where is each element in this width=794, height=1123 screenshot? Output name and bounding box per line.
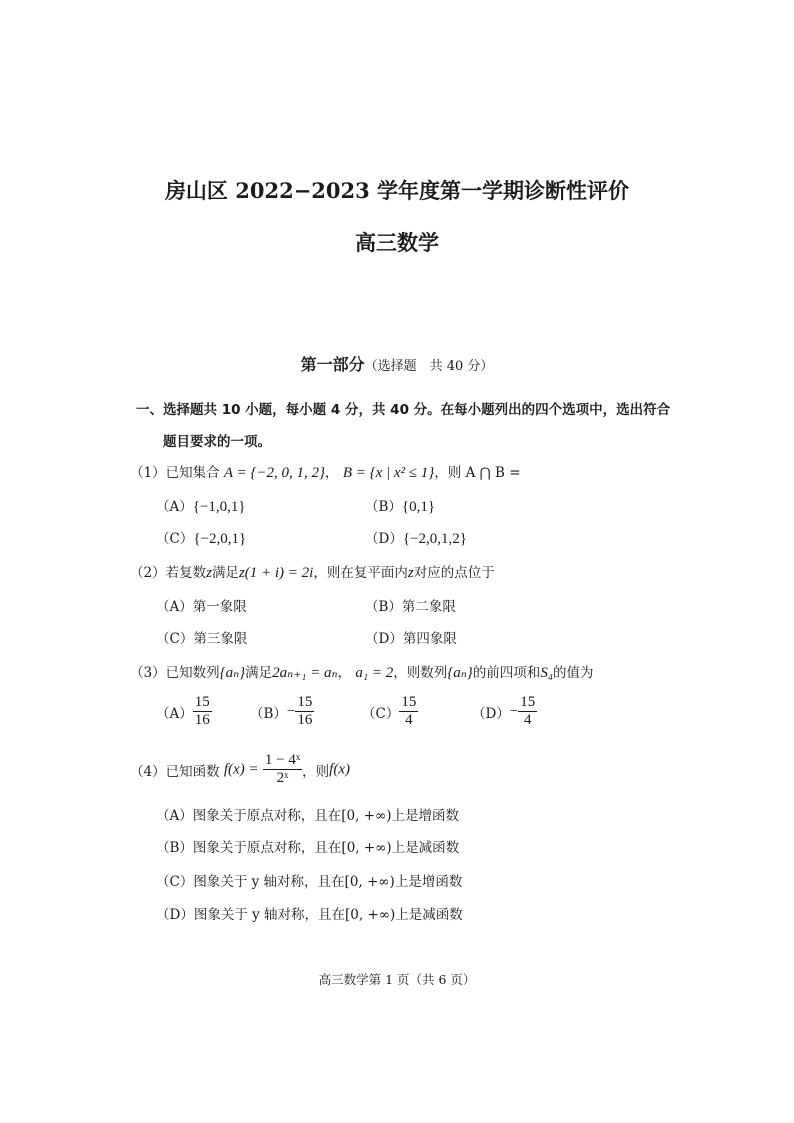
question-number: （2） (130, 565, 166, 581)
question-number: （4） (130, 763, 166, 780)
question-2-stem: （2）若复数z满足z(1 + i) = 2i，则在复平面内z对应的点位于 (130, 565, 495, 581)
option-3c[interactable]: （C） $\frac{15}{4}$ (362, 694, 417, 729)
question-number: （1） (130, 465, 166, 481)
option-2a[interactable]: （A）第一象限 (156, 599, 247, 615)
question-3-stem: （3）已知数列{aₙ}满足2aₙ₊₁ = aₙ， a₁ = 2，则数列{aₙ}的前四项和S₄的值为 (130, 665, 594, 681)
exam-title: 房山区 2022−2023 学年度第一学期诊断性评价 (164, 178, 630, 203)
option-1d[interactable]: （D）{−2,0,1,2} (365, 531, 467, 547)
option-3a[interactable]: （A） $\frac{15}{16}$ (156, 694, 210, 729)
equation: z(1 + i) = 2i (238, 565, 314, 581)
set-a: A = {−2, 0, 1, 2} (223, 465, 326, 481)
instruction-line-2: 题目要求的一项。 (163, 434, 271, 450)
question-text: 则 A ⋂ B = (447, 465, 521, 481)
question-4-stem: （4）已知函数 f(x) = $\frac{\text{1 − 4ˣ}}{\text{2ˣ}}$ ，则f(x) (130, 752, 350, 787)
option-2b[interactable]: （B）第二象限 (365, 599, 456, 615)
option-1c[interactable]: （C）{−2,0,1} (156, 531, 247, 547)
option-4d[interactable]: （D）图象关于 y 轴对称，且在[0, +∞)上是减函数 (156, 907, 463, 923)
question-1-stem: （1）已知集合 A = {−2, 0, 1, 2}， B = {x | x² ≤ 1}，则 A ⋂ B = (130, 465, 521, 481)
option-3d[interactable]: （D）− $\frac{15}{4}$ (472, 694, 536, 729)
subject-title: 高三数学 (355, 230, 439, 255)
part-heading (0, 352, 794, 375)
option-4b[interactable]: （B）图象关于原点对称，且在[0, +∞)上是减函数 (156, 840, 460, 856)
part-heading-note: （选择题 共 40 分） (364, 359, 494, 374)
option-4c[interactable]: （C）图象关于 y 轴对称，且在[0, +∞)上是增函数 (156, 874, 463, 890)
instruction-line-1: 一、选择题共 10 小题，每小题 4 分，共 40 分。在每小题列出的四个选项中，选出符合 (136, 402, 671, 418)
option-4a[interactable]: （A）图象关于原点对称，且在[0, +∞)上是增函数 (156, 808, 460, 824)
page-footer: 高三数学第 1 页（共 6 页） (318, 972, 476, 987)
function-fraction: $\frac{\text{1 − 4ˣ}}{\text{2ˣ}}$ (264, 752, 301, 787)
option-2c[interactable]: （C）第三象限 (156, 631, 248, 647)
question-number: （3） (130, 665, 166, 681)
option-1b[interactable]: （B）{0,1} (365, 499, 436, 515)
option-1a[interactable]: （A）{−1,0,1} (156, 499, 246, 515)
set-b: B = {x | x² ≤ 1} (342, 465, 435, 481)
option-2d[interactable]: （D）第四象限 (365, 631, 457, 647)
question-text: 已知集合 (165, 465, 220, 481)
option-3b[interactable]: （B）− $\frac{15}{16}$ (250, 694, 313, 729)
part-heading-label: 第一部分 (300, 355, 365, 374)
